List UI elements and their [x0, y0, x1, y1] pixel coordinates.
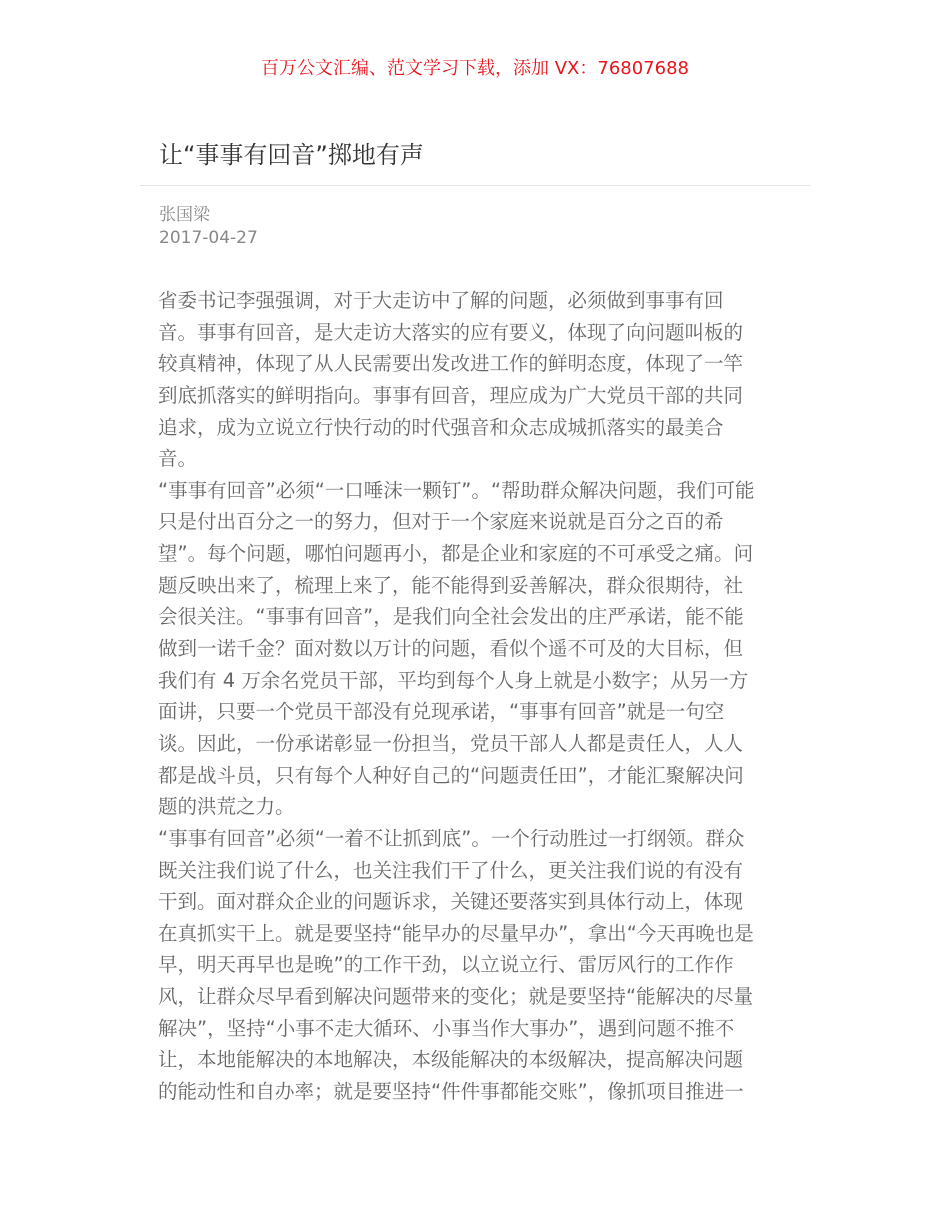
body-text-line: 到底抓落实的鲜明指向。事事有回音，理应成为广大党员干部的共同 — [158, 383, 744, 407]
promo-banner: 百万公文汇编、范文学习下载，添加 VX：76807688 — [261, 58, 689, 79]
body-text-line: 较真精神，体现了从人民需要出发改进工作的鲜明态度，体现了一竿 — [158, 352, 744, 376]
body-text-line: 谈。因此，一份承诺彰显一份担当，党员干部人人都是责任人，人人 — [158, 731, 744, 755]
body-text-line: “事事有回音”必须“一着不让抓到底”。一个行动胜过一打纲领。群众 — [158, 826, 745, 850]
body-text-line: 解决”，坚持“小事不走大循环、小事当作大事办”，遇到问题不推不 — [158, 1016, 735, 1040]
body-text-line: 的能动性和自办率；就是要坚持“件件事都能交账”，像抓项目推进一 — [158, 1080, 744, 1104]
body-text-line: 音。 — [158, 447, 198, 471]
article-body — [158, 285, 798, 1108]
body-text-line: 早，明天再早也是晚”的工作干劲，以立说立行、雷厉风行的工作作 — [158, 953, 734, 977]
body-text-line: 只是付出百分之一的努力，但对于一个家庭来说就是百分之百的希 — [158, 510, 724, 534]
body-text-line: 望”。每个问题，哪怕问题再小，都是企业和家庭的不可承受之痛。问 — [158, 542, 754, 566]
body-text-line: 干到。面对群众企业的问题诉求，关键还要落实到具体行动上，体现 — [158, 890, 744, 914]
body-text-line: “事事有回音”必须“一口唾沫一颗钉”。“帮助群众解决问题，我们可能 — [158, 478, 755, 502]
body-text-line: 题反映出来了，梳理上来了，能不能得到妥善解决，群众很期待，社 — [158, 573, 744, 597]
body-text-line: 追求，成为立说立行快行动的时代强音和众志成城抓落实的最美合 — [158, 415, 724, 439]
body-text-line: 做到一诺千金？面对数以万计的问题，看似个遥不可及的大目标，但 — [158, 637, 744, 661]
article-title: 让“事事有回音”掷地有声 — [159, 141, 424, 169]
article-author: 张国梁 — [159, 205, 210, 225]
body-text-line: 省委书记李强强调，对于大走访中了解的问题，必须做到事事有回 — [158, 289, 724, 312]
body-text-line: 都是战斗员，只有每个人种好自己的“问题责任田”，才能汇聚解决问 — [158, 763, 744, 787]
title-divider — [140, 185, 810, 186]
body-text-line: 在真抓实干上。就是要坚持“能早办的尽量早办”，拿出“今天再晚也是 — [158, 921, 754, 945]
body-text-line: 既关注我们说了什么，也关注我们干了什么，更关注我们说的有没有 — [158, 858, 744, 882]
body-text-line: 音。事事有回音，是大走访大落实的应有要义，体现了向问题叫板的 — [158, 320, 744, 344]
article-date: 2017-04-27 — [159, 228, 258, 248]
body-text-line: 面讲，只要一个党员干部没有兑现承诺，“事事有回音”就是一句空 — [158, 700, 725, 724]
body-text-line: 让，本地能解决的本地解决，本级能解决的本级解决，提高解决问题 — [158, 1048, 744, 1072]
body-text-line: 会很关注。“事事有回音”，是我们向全社会发出的庄严承诺，能不能 — [158, 605, 744, 629]
body-text-line: 风，让群众尽早看到解决问题带来的变化；就是要坚持“能解决的尽量 — [158, 985, 754, 1009]
body-text-line: 题的洪荒之力。 — [158, 795, 295, 819]
body-text-line: 我们有 4 万余名党员干部，平均到每个人身上就是小数字；从另一方 — [158, 668, 749, 692]
